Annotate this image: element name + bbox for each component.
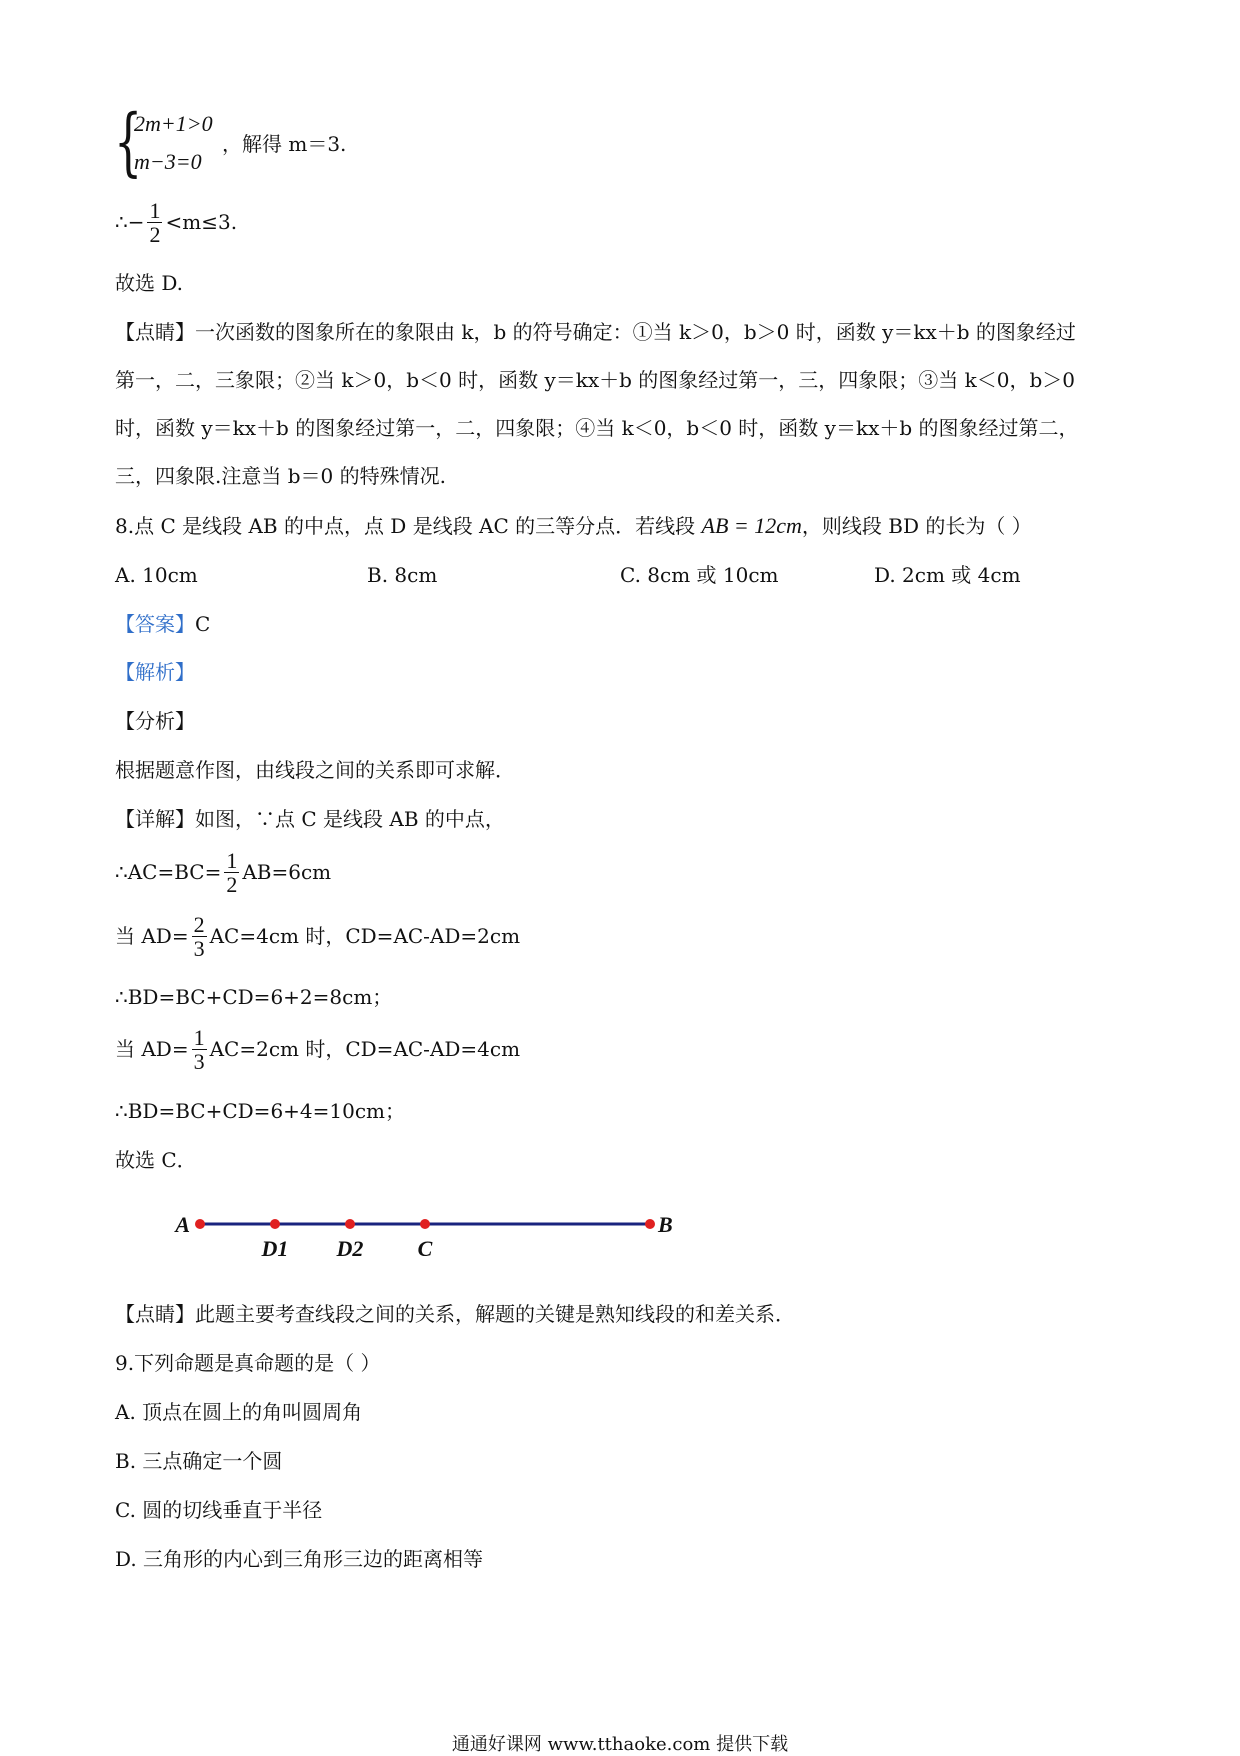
conclusion-prefix: ∴− — [115, 210, 145, 234]
system-eq2: m−3=0 — [134, 149, 202, 174]
note7-line: 第一，二，三象限；②当 k＞0，b＜0 时，函数 y＝kx＋b 的图象经过第一，三，四象限；③当 k＜0，b＞0 — [115, 368, 1076, 392]
fraction: $\frac{2}{3}$ — [193, 912, 205, 961]
q8-stem: 8.点 C 是线段 AB 的中点，点 D 是线段 AC 的三等分点．若线段 AB = 12cm，则线段 BD 的长为（ ） — [115, 513, 1032, 538]
note7-line: 三，四象限.注意当 b＝0 的特殊情况. — [115, 464, 446, 488]
note7-line: 时，函数 y＝kx＋b 的图象经过第一，二，四象限；④当 k＜0，b＜0 时，函数 y＝kx＋b 的图象经过第二， — [115, 416, 1079, 440]
q8-option-c: C. 8cm 或 10cm — [620, 563, 779, 587]
point-b-label: B — [658, 1212, 673, 1237]
answer-label: 【答案】 — [115, 612, 195, 636]
q9-option-c: C. 圆的切线垂直于半径 — [115, 1498, 323, 1522]
choose-c: 故选 C． — [115, 1148, 197, 1172]
choose-d: 故选 D. — [115, 271, 184, 295]
q9-stem: 9.下列命题是真命题的是（ ） — [115, 1351, 381, 1375]
step-4: 当 AD= $\frac{1}{3}$ AC=2cm 时，CD=AC-AD=4cm — [115, 1025, 521, 1074]
note8: 【点睛】此题主要考查线段之间的关系，解题的关键是熟知线段的和差关系． — [115, 1302, 795, 1326]
q8-option-a: A. 10cm — [115, 563, 198, 587]
fenxi-text: 根据题意作图，由线段之间的关系即可求解． — [115, 758, 515, 782]
point-b-dot — [645, 1219, 655, 1229]
q9-option-d: D. 三角形的内心到三角形三边的距离相等 — [115, 1547, 484, 1571]
point-a-label: A — [175, 1212, 190, 1237]
analysis-label: 【解析】 — [115, 660, 195, 684]
point-d2-label: D2 — [336, 1236, 364, 1261]
point-a-dot — [195, 1219, 205, 1229]
system-eq1: 2m+1>0 — [134, 111, 213, 136]
fraction: $\frac{1}{2}$ — [226, 848, 238, 897]
point-d2-dot — [345, 1219, 355, 1229]
fraction: $\frac{1}{3}$ — [193, 1025, 205, 1074]
answer-value: C — [195, 612, 211, 636]
point-c-dot — [420, 1219, 430, 1229]
point-d1-label: D1 — [261, 1236, 289, 1261]
q8-option-d: D. 2cm 或 4cm — [874, 563, 1021, 587]
step-1: ∴AC=BC= $\frac{1}{2}$ AB=6cm — [115, 848, 332, 897]
point-d1-dot — [270, 1219, 280, 1229]
footer-credit: 通通好课网 www.tthaoke.com 提供下载 — [451, 1734, 789, 1755]
detail-intro: 【详解】如图，∵点 C 是线段 AB 的中点， — [115, 807, 505, 831]
q9-option-b: B. 三点确定一个圆 — [115, 1449, 283, 1473]
fenxi-label: 【分析】 — [115, 709, 195, 733]
conclusion-suffix: <m≤3. — [165, 210, 238, 234]
q8-option-b: B. 8cm — [367, 563, 438, 587]
system-result: ，解得 m＝3. — [222, 132, 347, 156]
segment-figure — [160, 1202, 700, 1272]
step-2: 当 AD= $\frac{2}{3}$ AC=4cm 时，CD=AC-AD=2cm — [115, 912, 521, 961]
answer-line — [115, 610, 210, 638]
conclusion-line — [115, 200, 237, 247]
step-5: ∴BD=BC+CD=6+4=10cm； — [115, 1099, 406, 1123]
step-3: ∴BD=BC+CD=6+2=8cm； — [115, 985, 393, 1009]
q9-option-a: A. 顶点在圆上的角叫圆周角 — [115, 1400, 363, 1424]
system-brace: { — [114, 99, 143, 185]
q8-formula: AB = 12cm — [701, 513, 802, 538]
fraction: $\frac{1}{2}$ — [149, 198, 161, 247]
note7-line: 【点睛】一次函数的图象所在的象限由 k，b 的符号确定：①当 k＞0，b＞0 时，函数 y＝kx＋b 的图象经过 — [115, 320, 1076, 344]
point-c-label: C — [417, 1236, 433, 1261]
